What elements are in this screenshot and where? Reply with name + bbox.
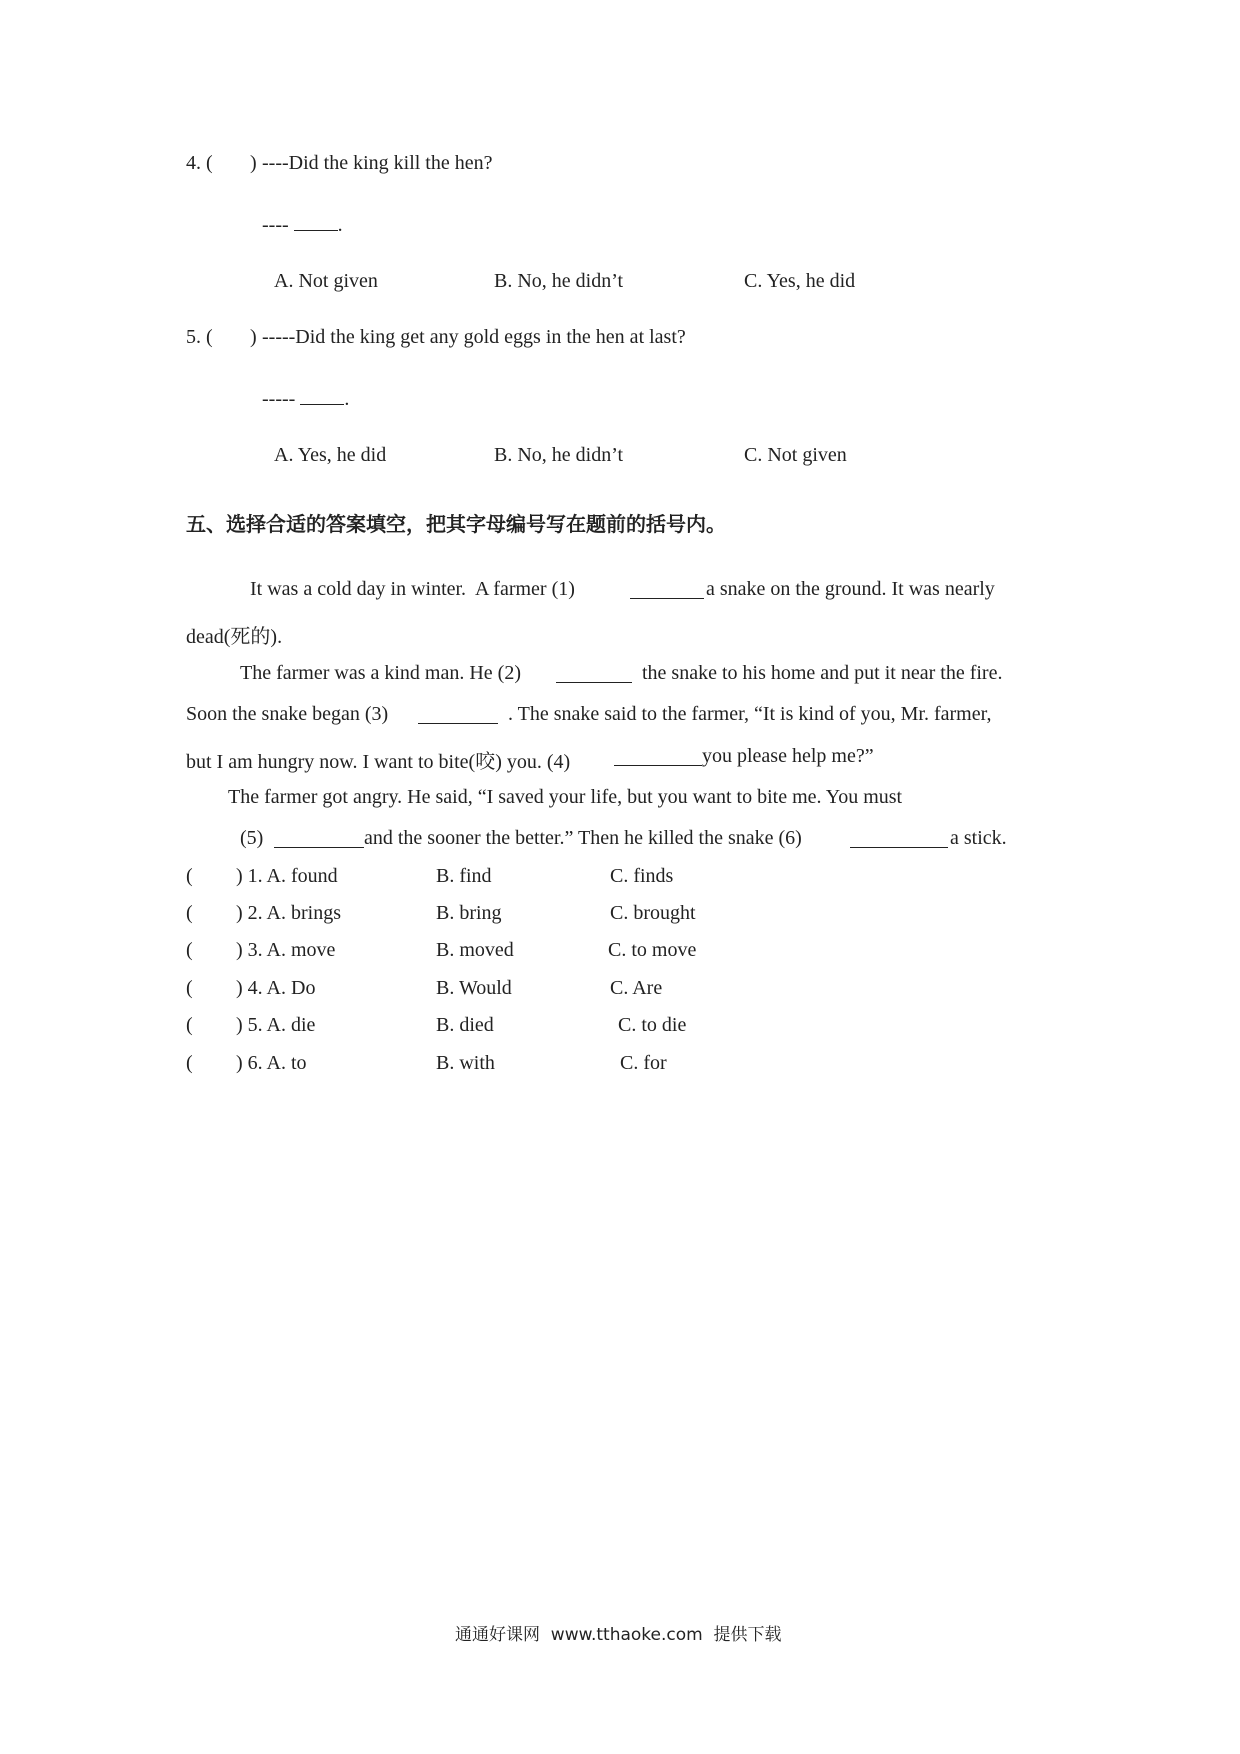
- q5-answer-suffix: .: [344, 388, 350, 410]
- choice-6-c: C. for: [620, 1052, 667, 1074]
- q5-option-c: C. Not given: [744, 444, 847, 466]
- q4-option-a: A. Not given: [274, 270, 378, 292]
- q4-option-b: B. No, he didn’t: [494, 270, 624, 292]
- q5-question: -----Did the king get any gold eggs in the hen at last?: [262, 326, 686, 348]
- choice-5-c: C. to die: [618, 1014, 687, 1036]
- choice-2-c: C. brought: [610, 902, 696, 924]
- footer-text: 通通好课网 www.tthaoke.com 提供下载: [455, 1625, 782, 1645]
- passage-p1-a: It was a cold day in winter. A farmer (1): [250, 578, 575, 600]
- blank-6[interactable]: [850, 829, 948, 848]
- passage-p2-e: but I am hungry now. I want to bite(咬) you. (4): [186, 751, 571, 773]
- choice-4-c: C. Are: [610, 977, 663, 999]
- passage-p1-c: dead(死的).: [186, 626, 283, 648]
- choice-2-a: ) 2. A. brings: [236, 902, 341, 924]
- blank-1[interactable]: [630, 580, 704, 599]
- passage-p2-f: you please help me?”: [702, 745, 874, 767]
- passage-p3-c: and the sooner the better.” Then he killed the snake (6): [364, 827, 802, 849]
- blank-4[interactable]: [614, 747, 702, 766]
- q5-answer-blank[interactable]: [300, 386, 344, 405]
- choice-1-b: B. find: [436, 865, 492, 887]
- passage-p2-c: Soon the snake began (3): [186, 703, 389, 725]
- choice-5-b: B. died: [436, 1014, 494, 1036]
- passage-p2-b: the snake to his home and put it near the fire.: [642, 662, 1003, 684]
- choice-2-paren[interactable]: (: [186, 902, 193, 924]
- section5-title: 五、选择合适的答案填空，把其字母编号写在题前的括号内。: [186, 512, 726, 536]
- choice-6-b: B. with: [436, 1052, 495, 1074]
- q4-answer-prefix: ----: [262, 214, 289, 236]
- q5-option-a: A. Yes, he did: [274, 444, 387, 466]
- choice-1-c: C. finds: [610, 865, 674, 887]
- q4-answer-suffix: .: [337, 214, 343, 236]
- choice-6-paren[interactable]: (: [186, 1052, 193, 1074]
- blank-5[interactable]: [274, 829, 364, 848]
- choice-4-b: B. Would: [436, 977, 512, 999]
- blank-2[interactable]: [556, 664, 632, 683]
- passage-p2-d: . The snake said to the farmer, “It is kind of you, Mr. farmer,: [508, 703, 992, 725]
- passage-p3-d: a stick.: [950, 827, 1007, 849]
- q4-number: 4. (: [186, 152, 213, 174]
- choice-2-b: B. bring: [436, 902, 502, 924]
- q4-answer-line: [262, 212, 343, 237]
- passage-p3-a: The farmer got angry. He said, “I saved your life, but you want to bite me. You must: [228, 786, 903, 808]
- choice-6-a: ) 6. A. to: [236, 1052, 307, 1074]
- q4-close-paren: ): [250, 152, 257, 174]
- q5-close-paren: ): [250, 326, 257, 348]
- q4-option-c: C. Yes, he did: [744, 270, 856, 292]
- choice-1-paren[interactable]: (: [186, 865, 193, 887]
- blank-3[interactable]: [418, 705, 498, 724]
- choice-3-a: ) 3. A. move: [236, 939, 336, 961]
- choice-3-paren[interactable]: (: [186, 939, 193, 961]
- q4-answer-blank[interactable]: [294, 212, 338, 231]
- q5-answer-line: [262, 386, 349, 411]
- choice-4-paren[interactable]: (: [186, 977, 193, 999]
- q5-answer-prefix: -----: [262, 388, 296, 410]
- choice-3-b: B. moved: [436, 939, 514, 961]
- passage-p1-b: a snake on the ground. It was nearly: [706, 578, 995, 600]
- q5-option-b: B. No, he didn’t: [494, 444, 624, 466]
- choice-3-c: C. to move: [608, 939, 697, 961]
- passage-p2-a: The farmer was a kind man. He (2): [240, 662, 521, 684]
- q4-question: ----Did the king kill the hen?: [262, 152, 493, 174]
- choice-4-a: ) 4. A. Do: [236, 977, 316, 999]
- choice-5-paren[interactable]: (: [186, 1014, 193, 1036]
- q5-number: 5. (: [186, 326, 213, 348]
- choice-1-a: ) 1. A. found: [236, 865, 338, 887]
- passage-p3-b: (5): [240, 827, 264, 849]
- choice-5-a: ) 5. A. die: [236, 1014, 316, 1036]
